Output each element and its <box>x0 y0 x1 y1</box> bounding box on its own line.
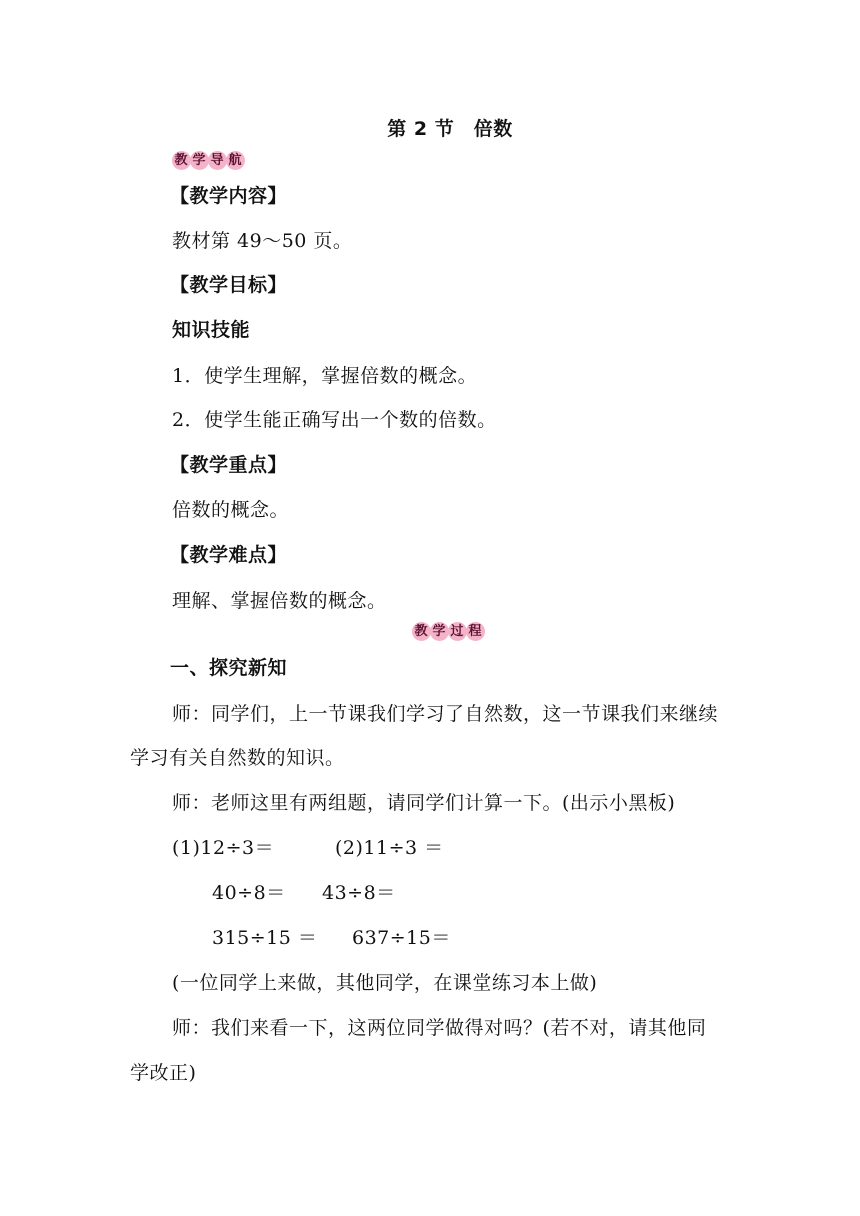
calc-row3-left: 315÷15 ＝ <box>212 927 318 949</box>
goal-item-1: 1．使学生理解，掌握倍数的概念。 <box>172 365 478 387</box>
goal-item-2: 2．使学生能正确写出一个数的倍数。 <box>172 409 497 431</box>
difficulty-text: 理解、掌握倍数的概念。 <box>172 590 387 612</box>
paragraph-2: 师：老师这里有两组题，请同学们计算一下。(出示小黑板) <box>172 792 676 814</box>
calc-row1-left: (1)12÷3＝ <box>172 837 275 859</box>
skill-heading: 知识技能 <box>172 319 251 341</box>
page-title: 第 2 节 倍数 <box>387 118 513 140</box>
teaching-process-badge: 教 学 过 程 <box>408 621 488 643</box>
calc-row3-right: 637÷15＝ <box>352 927 451 949</box>
paragraph-3: (一位同学上来做，其他同学，在课堂练习本上做) <box>172 972 598 994</box>
key-heading: 【教学重点】 <box>170 454 288 476</box>
calc-row1-right: (2)11÷3 ＝ <box>335 837 444 859</box>
paragraph-4-line-2: 学改正) <box>130 1062 197 1084</box>
part1-heading: 一、探究新知 <box>170 657 288 679</box>
paragraph-1-line-1: 师：同学们，上一节课我们学习了自然数，这一节课我们来继续 <box>172 703 719 725</box>
goal-heading: 【教学目标】 <box>170 274 288 296</box>
key-text: 倍数的概念。 <box>172 499 290 521</box>
content-text: 教材第 49～50 页。 <box>172 230 353 252</box>
calc-row2-right: 43÷8＝ <box>322 882 396 904</box>
difficulty-heading: 【教学难点】 <box>170 544 288 566</box>
paragraph-1-line-2: 学习有关自然数的知识。 <box>130 747 345 769</box>
content-heading: 【教学内容】 <box>170 185 288 207</box>
teaching-guide-badge: 教 学 导 航 <box>168 150 248 172</box>
paragraph-4-line-1: 师：我们来看一下，这两位同学做得对吗？(若不对，请其他同 <box>172 1017 707 1039</box>
calc-row2-left: 40÷8＝ <box>212 882 286 904</box>
